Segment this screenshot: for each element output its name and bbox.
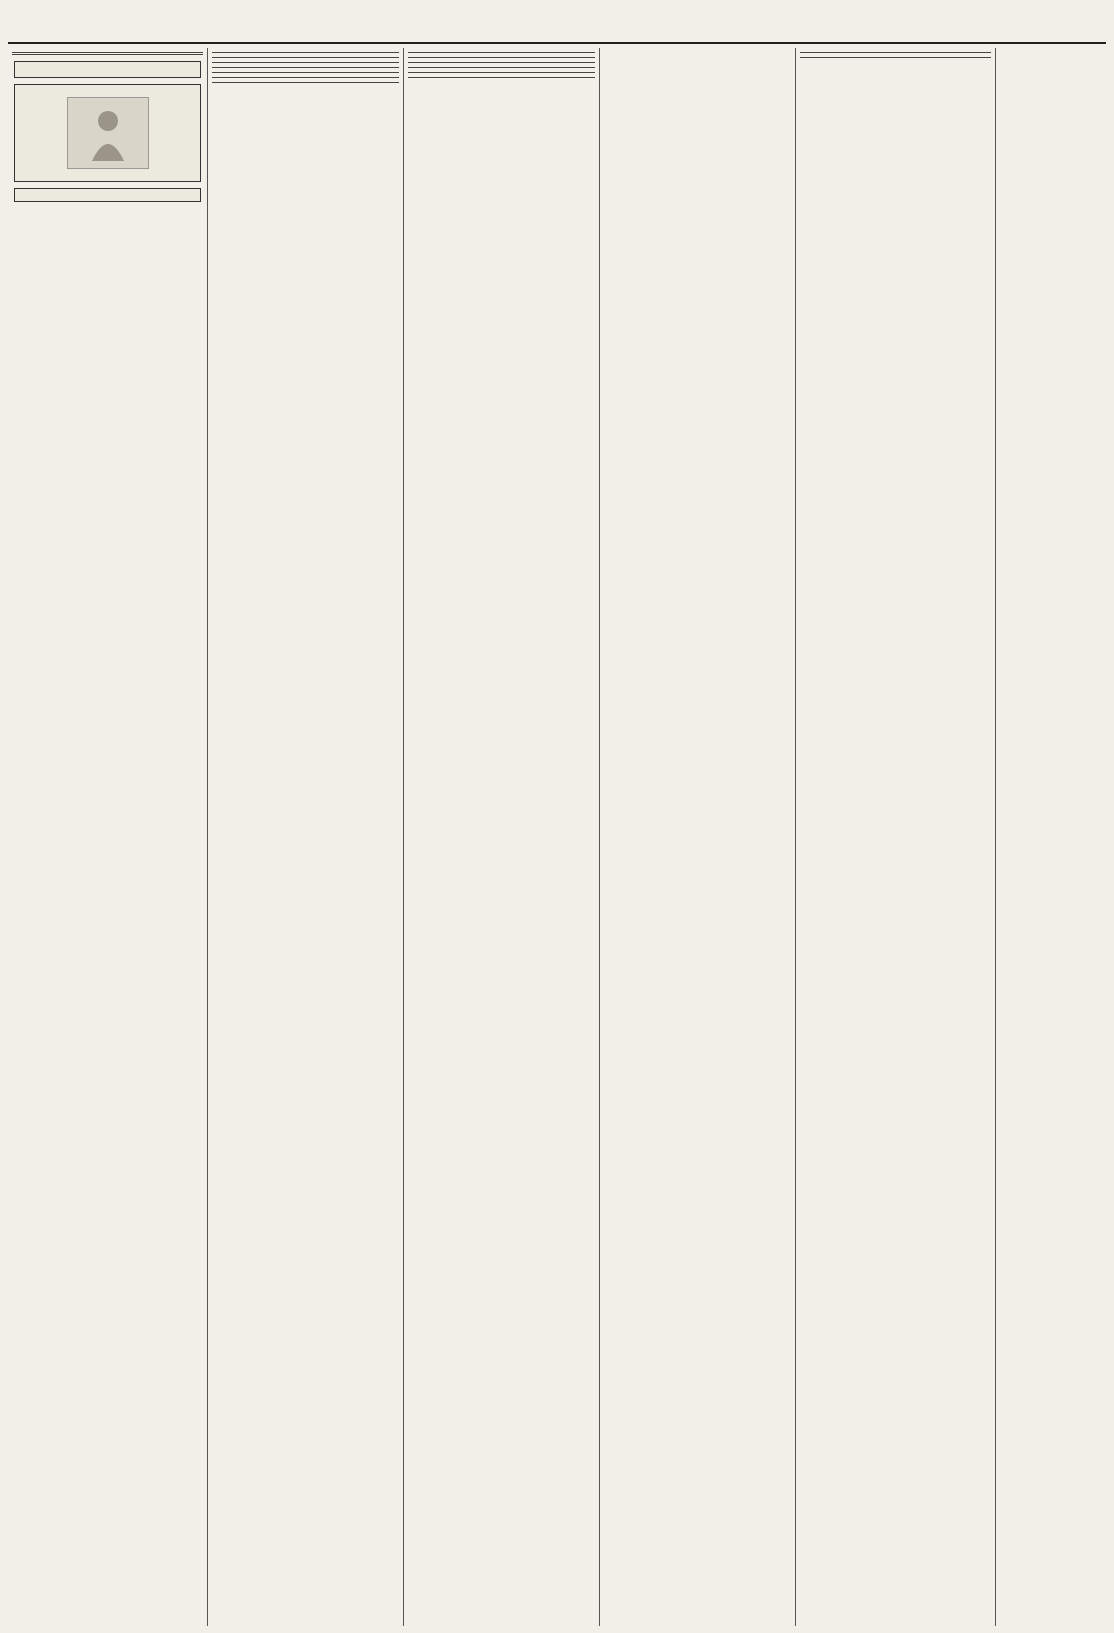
dunlop-ad (14, 61, 201, 78)
woman-drinking-illustration (67, 97, 149, 169)
article-cycling-sports (796, 48, 996, 1626)
column-directory (8, 48, 208, 1626)
article-continuation (600, 48, 796, 1626)
vanhouten-ad (14, 84, 201, 182)
masthead (8, 6, 1106, 44)
marshall-ad (14, 188, 201, 202)
column-classifieds (208, 48, 404, 1626)
article-soldiers-sports (404, 48, 600, 1626)
